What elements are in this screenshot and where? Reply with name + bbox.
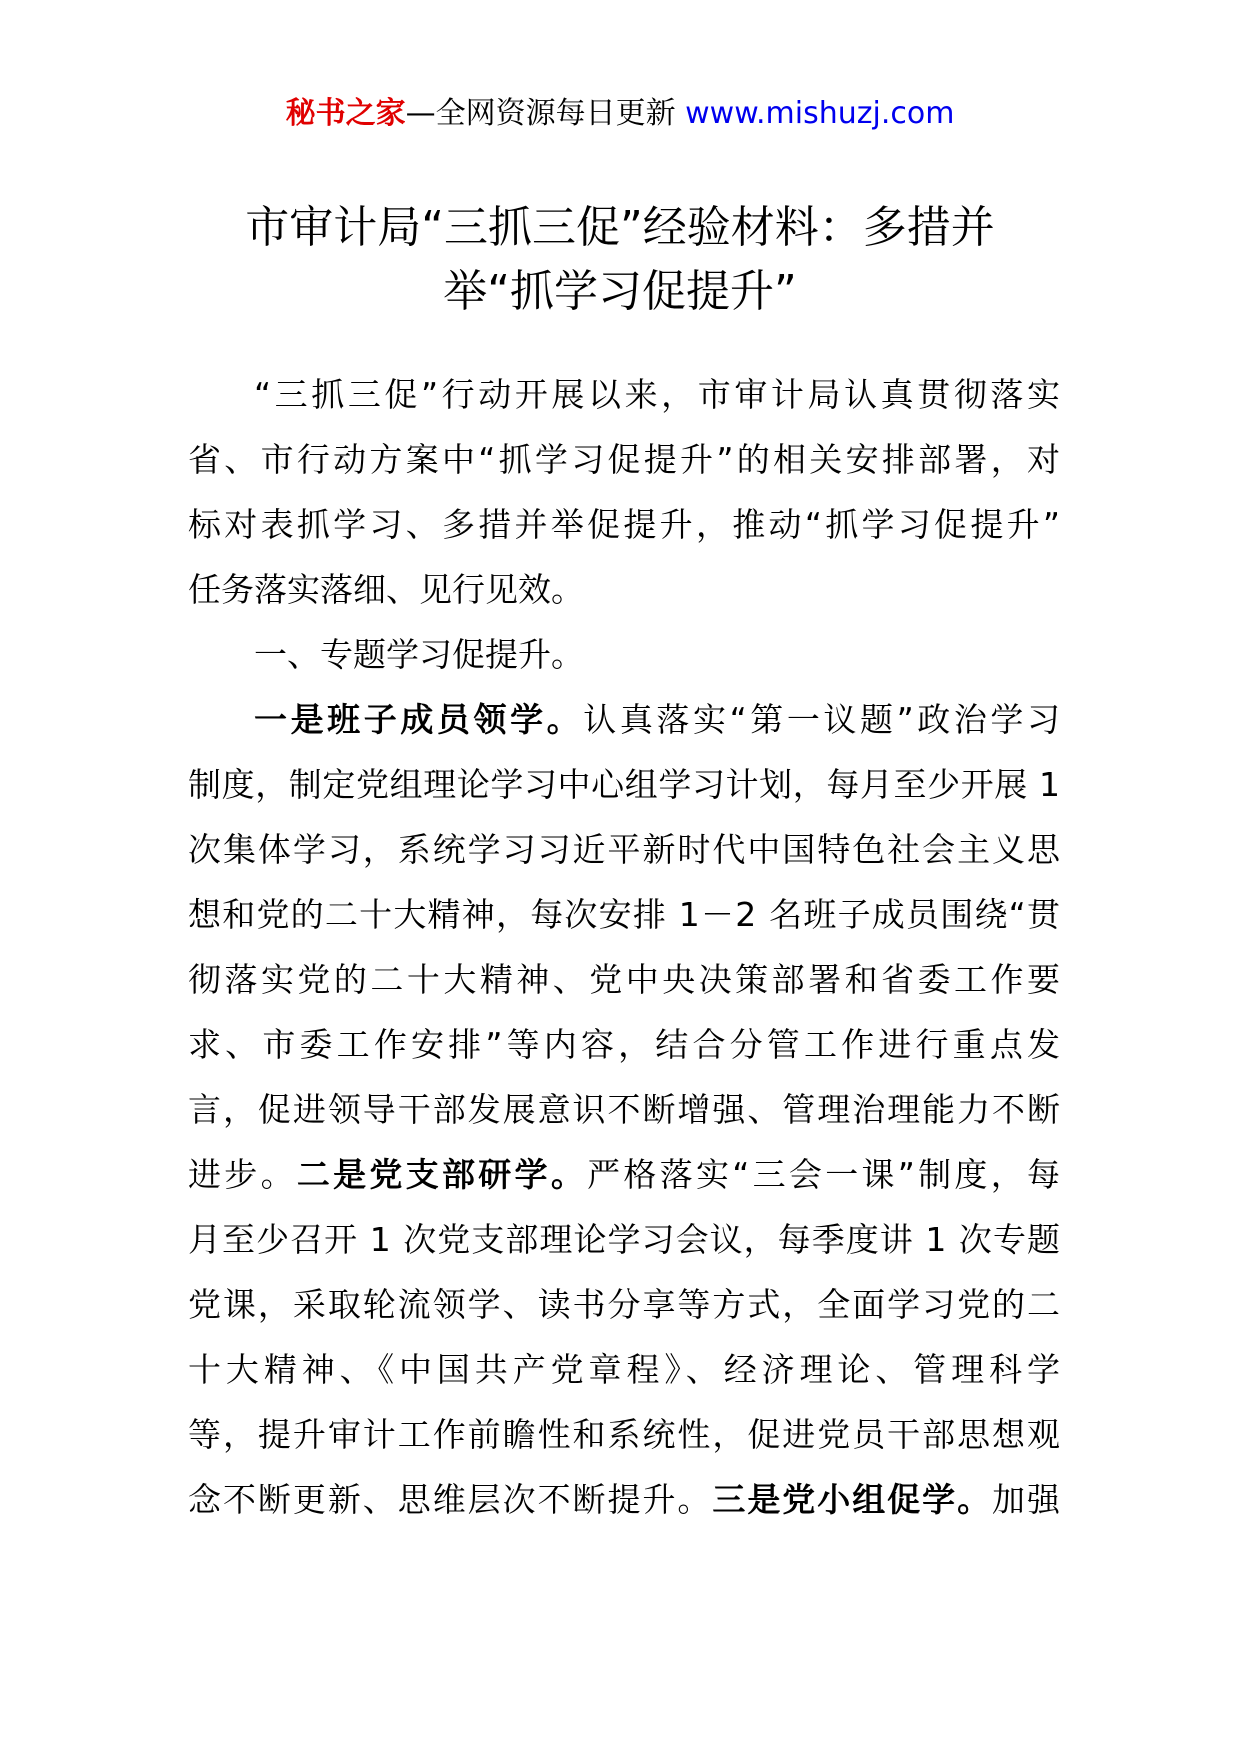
text-line: 制度，制定党组理论学习中心组学习计划，每月至少开展 1 [188, 765, 1061, 804]
paragraph-line [188, 362, 1064, 427]
paragraph-line [188, 1402, 1060, 1467]
paragraph-line [188, 492, 1064, 557]
paragraph-line [188, 427, 1064, 492]
paragraph-line [188, 687, 1064, 752]
text-line: 进步。 [188, 1155, 297, 1194]
text-line: 十大精神、《中国共产党章程》、经济理论、管理科学 [188, 1350, 1065, 1389]
header-tagline: —全网资源每日更新 [405, 96, 686, 131]
text-line: 言，促进领导干部发展意识不断增强、管理治理能力不断 [188, 1090, 1062, 1129]
text-line: 标对表抓学习、多措并举促提升，推动“抓学习促提升” [188, 505, 1064, 544]
text-line: “三抓三促”行动开展以来，市审计局认真贯彻落实 [254, 375, 1064, 414]
text-line: 想和党的二十大精神，每次安排 1－2 名班子成员围绕“贯 [188, 895, 1062, 934]
paragraph-line [188, 752, 1060, 817]
bold-lead: 三是党小组促学。 [712, 1480, 993, 1519]
text-line: 次集体学习，系统学习习近平新时代中国特色社会主义思 [188, 830, 1062, 869]
bold-lead: 一是班子成员领学。 [254, 700, 584, 739]
paragraph-line [188, 947, 1064, 1012]
text-line: 加强 [992, 1480, 1062, 1519]
paragraph-line [188, 557, 1060, 622]
paragraph-line [188, 1142, 1064, 1207]
text-line: 彻落实党的二十大精神、党中央决策部署和省委工作要 [188, 960, 1064, 999]
text-line: 党课，采取轮流领学、读书分享等方式，全面学习党的二 [188, 1285, 1062, 1324]
paragraph-line [188, 1272, 1060, 1337]
text-line: 认真落实“第一议题”政治学习 [583, 700, 1064, 739]
text-line: 月至少召开 1 次党支部理论学习会议，每季度讲 1 次专题 [188, 1220, 1062, 1259]
text-line: 求、市委工作安排”等内容，结合分管工作进行重点发 [188, 1025, 1065, 1064]
text-line: 任务落实落细、见行见效。 [188, 570, 584, 609]
site-url-link[interactable]: www.mishuzj.com [685, 96, 955, 131]
paragraph-line [188, 1207, 1060, 1272]
document-title [150, 196, 1090, 324]
bold-lead: 二是党支部研学。 [296, 1155, 588, 1194]
title-line-1: 市审计局“三抓三促”经验材料：多措并 [245, 202, 995, 253]
paragraph-line [188, 817, 1060, 882]
text-line: 严格落实“三会一课”制度，每 [587, 1155, 1064, 1194]
paragraph-line [188, 1337, 1065, 1402]
brand-name: 秘书之家 [285, 96, 406, 131]
paragraph-line [188, 882, 1060, 947]
heading-text: 一、专题学习促提升。 [254, 635, 584, 674]
paragraph-line [188, 1467, 1060, 1532]
document-body [188, 362, 1065, 1532]
site-header [0, 94, 1240, 134]
text-line: 等，提升审计工作前瞻性和系统性，促进党员干部思想观 [188, 1415, 1062, 1454]
title-line-2: 举“抓学习促提升” [443, 266, 797, 317]
paragraph-line [188, 1012, 1065, 1077]
section-heading [188, 622, 1060, 687]
paragraph-line [188, 1077, 1060, 1142]
text-line: 念不断更新、思维层次不断提升。 [188, 1480, 713, 1519]
text-line: 省、市行动方案中“抓学习促提升”的相关安排部署，对 [188, 440, 1064, 479]
